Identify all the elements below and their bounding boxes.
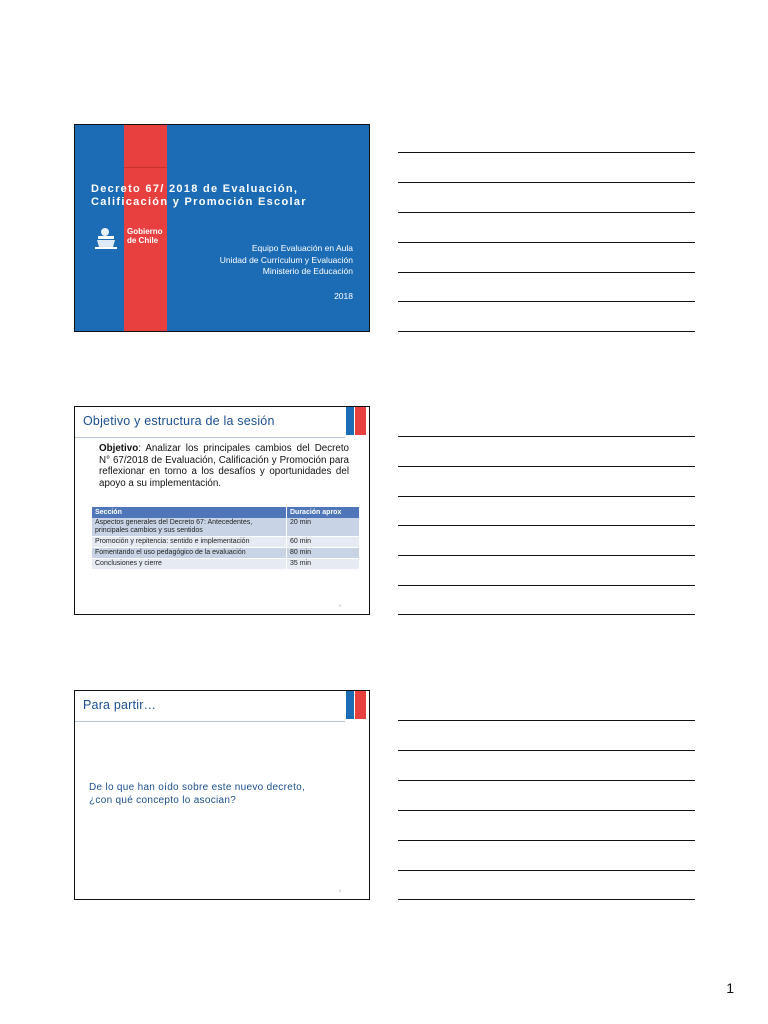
red-band-top: [124, 125, 167, 168]
table-header-row: [92, 507, 360, 518]
table-cell: Fomentando el uso pedagógico de la evaluación: [92, 548, 287, 559]
team-info: [153, 243, 353, 278]
note-line: [398, 301, 695, 302]
corner-accent: [346, 407, 366, 435]
slide-1-title: [74, 124, 370, 332]
note-line: [398, 496, 695, 497]
slide-2-title: Objetivo y estructura de la sesión: [83, 414, 275, 428]
table-cell: 35 min: [287, 559, 360, 570]
note-line: [398, 810, 695, 811]
note-line: [398, 780, 695, 781]
note-line: [398, 555, 695, 556]
session-table: [92, 507, 360, 570]
note-line: [398, 212, 695, 213]
slide-1-heading: [91, 183, 351, 209]
note-line: [398, 840, 695, 841]
objective-paragraph: [99, 443, 349, 489]
heading-line-1: Decreto 67/ 2018 de Evaluación,: [91, 183, 299, 195]
table-cell: Promoción y repitencia: sentido e implementación: [92, 537, 287, 548]
question-text: De lo que han oído sobre este nuevo decreto, ¿con qué concepto lo asocian?: [89, 782, 306, 806]
note-line: [398, 331, 695, 332]
slide-3-title: Para partir…: [83, 698, 157, 712]
note-line: [398, 436, 695, 437]
table-row: [92, 518, 360, 537]
note-line: [398, 614, 695, 615]
table-row: [92, 537, 360, 548]
table-row: [92, 548, 360, 559]
note-line: [398, 182, 695, 183]
table-cell: 80 min: [287, 548, 360, 559]
slide-3-para-partir: [74, 690, 370, 900]
table-cell: Conclusiones y cierre: [92, 559, 287, 570]
title-rule: [75, 437, 345, 438]
table-cell: Aspectos generales del Decreto 67: Antecedentes, principales cambios y sus sentidos: [92, 518, 287, 537]
slide-page-number: 2: [338, 603, 341, 608]
note-line: [398, 585, 695, 586]
note-line: [398, 720, 695, 721]
objective-label: Objetivo: [99, 443, 139, 454]
slide-2-objective: [74, 406, 370, 615]
slide-page-number: 3: [338, 888, 341, 893]
column-header-section: Sección: [92, 507, 287, 518]
info-line-2: Unidad de Currículum y Evaluación: [219, 254, 353, 265]
heading-line-2: Calificación y Promoción Escolar: [91, 196, 307, 208]
page-number: 1: [726, 980, 734, 996]
title-rule: [75, 721, 345, 722]
corner-accent: [346, 691, 366, 719]
year: 2018: [334, 291, 353, 301]
table-cell: 60 min: [287, 537, 360, 548]
note-line: [398, 272, 695, 273]
note-line: [398, 870, 695, 871]
note-line: [398, 899, 695, 900]
note-line: [398, 750, 695, 751]
info-line-1: Equipo Evaluación en Aula: [251, 243, 353, 253]
table-cell: 20 min: [287, 518, 360, 537]
note-line: [398, 242, 695, 243]
info-line-3: Ministerio de Educación: [262, 266, 353, 276]
column-header-duration: Duración aprox: [287, 507, 360, 518]
note-line: [398, 152, 695, 153]
logo-line-1: Gobierno: [127, 227, 163, 236]
logo-line-2: de Chile: [127, 236, 159, 245]
objective-text: : Analizar los principales cambios del Decreto N° 67/2018 de Evaluación, Calificación y Promoción para reflexionar en torno a los desafíos y oportunidades del apoyo a su implementación.: [99, 443, 349, 489]
note-line: [398, 525, 695, 526]
table-row: [92, 559, 360, 570]
note-line: [398, 466, 695, 467]
